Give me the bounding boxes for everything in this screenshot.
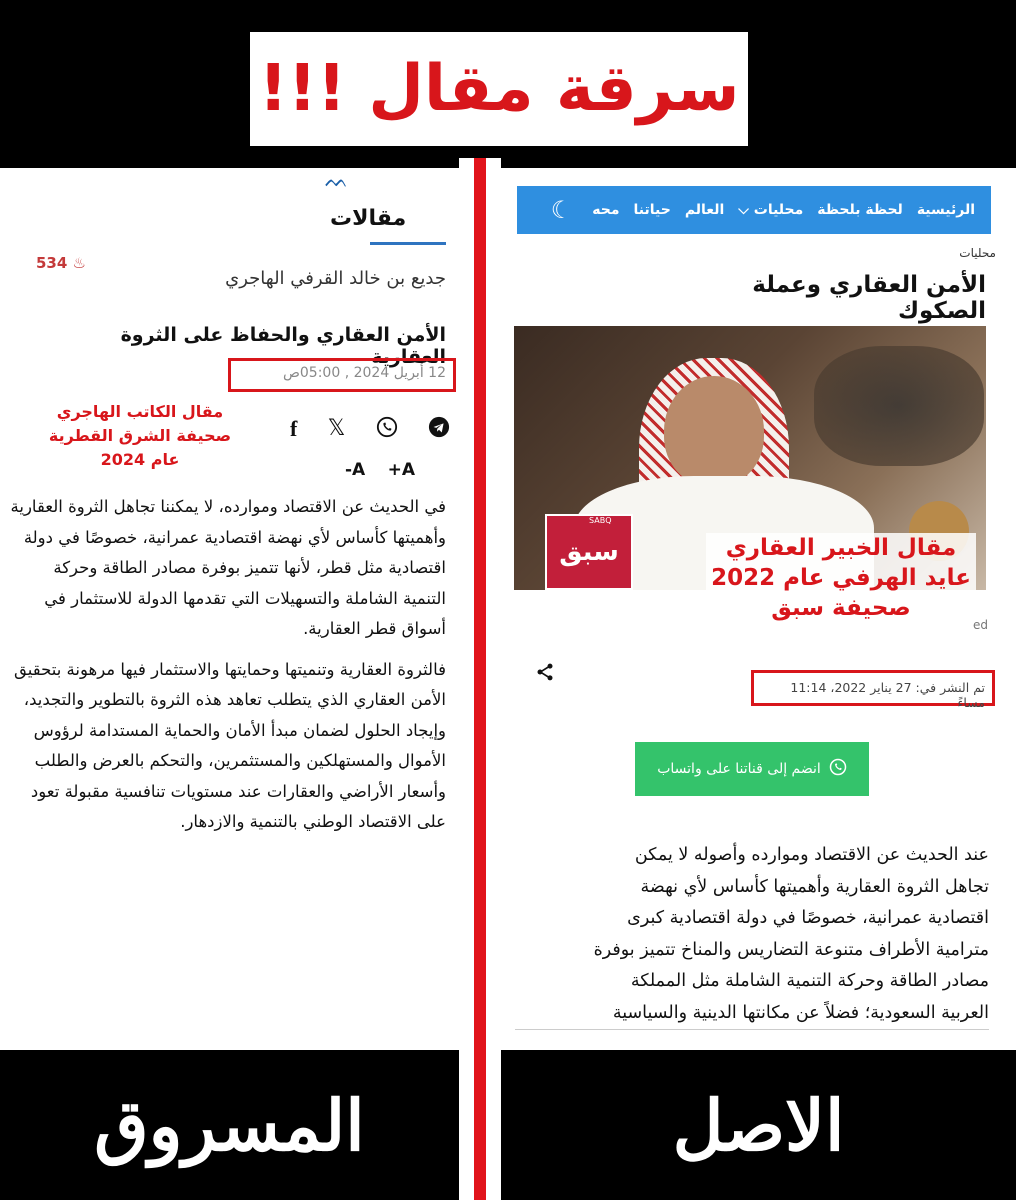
copied-article-panel	[0, 168, 459, 1050]
nav-item-life[interactable]: حياتنا	[633, 202, 671, 218]
annotation-note	[706, 533, 976, 623]
article-body	[10, 492, 446, 848]
annotation-line: عايد الهرفي عام 2022	[711, 565, 971, 591]
facebook-icon[interactable]: f	[290, 416, 298, 441]
whatsapp-channel-button[interactable]	[635, 742, 869, 796]
share-icon[interactable]	[535, 662, 555, 687]
section-title[interactable]: مقالات	[330, 206, 407, 231]
section-underline	[370, 242, 446, 245]
body-paragraph: في الحديث عن الاقتصاد وموارده، لا يمكننا تجاهل الثروة العقارية وأهميتها كأساس لأي نهضة اقتصادية عمرانية، خصوصًا في دولة اقتصادية مثل قطر، لأنها تتميز بوفرة مصادر الطاقة وحركة التنمية الشاملة والتسهيلات التي تقدمها الدولة للاستثمار في أسواق قطر العقارية.	[10, 497, 446, 638]
author-name[interactable]: جديع بن خالد القرفي الهاجري	[225, 268, 446, 289]
font-increase-button[interactable]: +A	[387, 460, 415, 480]
body-line: تجاهل الثروة العقارية وأهميتها كأساس لأي نهضة	[640, 876, 989, 897]
nav-item-world[interactable]: العالم	[684, 202, 725, 218]
nav-item-live[interactable]: لحظة بلحظة	[817, 202, 903, 218]
views-count: 534 ♨	[36, 254, 86, 272]
telegram-icon[interactable]	[428, 416, 450, 444]
whatsapp-icon	[829, 758, 847, 780]
moon-icon[interactable]: ☾	[550, 196, 573, 224]
body-line: عند الحديث عن الاقتصاد وموارده وأصوله لا يمكن	[634, 845, 989, 865]
annotation-line: صحيفة الشرق القطرية	[48, 426, 232, 445]
sabq-logo-small: SABQ	[589, 516, 612, 525]
nav-item-home[interactable]: الرئيسية	[916, 202, 975, 218]
site-logo-fragment: ᨓ	[325, 168, 349, 192]
body-paragraph: فالثروة العقارية وتنميتها وحمايتها والاستثمار فيها مرهونة بتحقيق الأمن العقاري الذي يتطلب تعاهد هذه الثروة بالتطوير والتجديد، وإيجاد الحلول لضمان مبدأ الأمان والحماية المستدامة لرؤوس الأموال والمستهلكين والمستثمرين، والتحكم بالعرض والطلب وأسعار الأراضي والعقارات عند مستويات تنافسية مقبولة تعود على الاقتصاد الوطني بالتنمية والازدهار.	[13, 659, 446, 831]
nav-bar	[517, 186, 991, 234]
caption-fragment: ed	[973, 618, 988, 632]
whatsapp-icon[interactable]	[376, 416, 398, 444]
font-decrease-button[interactable]: -A	[345, 460, 366, 480]
annotation-note	[20, 400, 260, 472]
annotation-line: مقال الكاتب الهاجري	[56, 402, 224, 421]
category-label[interactable]: محليات	[959, 246, 996, 260]
share-icons-row	[290, 416, 450, 444]
annotation-line: صحيفة سبق	[771, 595, 911, 621]
annotation-line: عام 2024	[100, 450, 180, 469]
article-body	[515, 840, 989, 1030]
publish-date: 12 أبريل 2024 , 05:00ص	[282, 365, 446, 381]
title-banner	[250, 32, 748, 146]
nav-item-local[interactable]: محليات ⌵	[738, 202, 804, 218]
face-shape	[664, 376, 764, 486]
body-line: مصادر الطاقة وحركة التنمية الشاملة مثل المملكة	[630, 971, 989, 991]
x-icon[interactable]: 𝕏	[327, 416, 346, 441]
label-copied: المسروق	[94, 1083, 365, 1167]
body-line: مترامية الأطراف متنوعة التضاريس والمناخ تتميز بوفرة	[593, 939, 989, 960]
divider-red-line	[474, 158, 486, 1200]
label-original: الاصل	[672, 1083, 845, 1167]
article-headline: الأمن العقاري والحفاظ على الثروة العقارية	[120, 324, 446, 368]
body-line: العربية السعودية؛ فضلاً عن مكانتها الدينية والسياسية	[515, 998, 989, 1031]
original-article-panel	[501, 168, 1016, 1050]
nav-item-more[interactable]: محه	[592, 202, 620, 218]
whatsapp-button-label: انضم إلى قناتنا على واتساب	[657, 761, 821, 777]
publish-date: تم النشر في: 27 يناير 2022، 11:14 مساءً	[790, 680, 985, 710]
title-text: سرقة مقال !!!	[258, 52, 740, 126]
body-line: اقتصادية عمرانية، خصوصًا في دولة اقتصادية كبرى	[627, 908, 989, 928]
world-map-backdrop	[814, 346, 984, 466]
font-size-controls	[345, 460, 415, 480]
article-headline: الأمن العقاري وعملة الصكوك	[752, 272, 986, 324]
annotation-line: مقال الخبير العقاري	[725, 535, 957, 561]
sabq-logo: سبق	[545, 514, 633, 590]
